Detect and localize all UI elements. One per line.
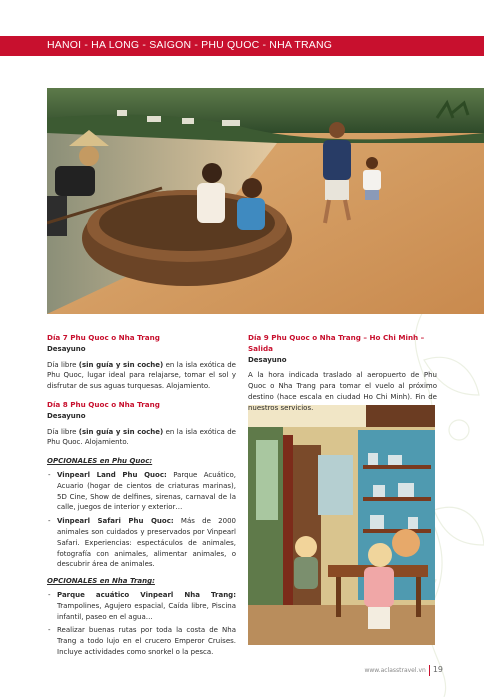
beach-family-photo — [47, 88, 484, 314]
day9-meal: Desayuno — [248, 355, 287, 364]
optional-phu-quoc-heading: OPCIONALES en Phu Quoc: — [47, 457, 153, 466]
page-footer — [364, 665, 443, 676]
day7-description: Día libre (sin guía y sin coche) en la isla exótica de Phu Quoc, lugar ideal para relajarse, tomar el sol y disfrutar de sus aguas turquesas. Alojamiento. — [47, 360, 236, 391]
footer-website: www.aclasstravel.vn — [364, 667, 426, 674]
page-number: 19 — [432, 665, 443, 674]
day8-description: Día libre (sin guía y sin coche) en la isla exótica de Phu Quoc. Alojamiento. — [47, 427, 236, 447]
optional-nha-trang-heading: OPCIONALES en Nha Trang: — [47, 577, 155, 586]
day8-meal: Desayuno — [47, 411, 86, 420]
route-banner — [0, 36, 484, 56]
left-column — [47, 333, 236, 664]
footer-separator — [429, 665, 430, 676]
day8-title: Día 8 Phu Quoc o Nha Trang — [47, 399, 160, 409]
list-item: - Realizar buenas rutas por toda la costa de Nha Trang a todo lujo en el crucero Emperor Cruises. Incluye actividades como snorkel o la pesca. — [57, 625, 236, 657]
optional-phu-quoc-list — [47, 470, 236, 570]
day9-description: A la hora indicada traslado al aeropuerto de Phu Quoc o Nha Trang para tomar el vuelo al próximo destino (hace escala en ciudad Ho Chi Minh). Fin de nuestros servicios. — [248, 371, 437, 412]
top-margin — [0, 0, 484, 34]
list-item: - Vinpearl Safari Phu Quoc: Más de 2000 animales son cuidados y preservados por Vinpearl Safari. Experiencias: espectáculos de animales, fotografía con animales, alimentar animales, o descubrir área de animales. — [57, 516, 236, 570]
day7-title: Día 7 Phu Quoc o Nha Trang — [47, 333, 160, 342]
day9-title: Día 9 Phu Quoc o Nha Trang – Ho Chi Minh – Salida — [248, 333, 425, 353]
kids-room-photo — [248, 405, 435, 645]
optional-nha-trang-list — [47, 590, 236, 658]
day7-meal: Desayuno — [47, 344, 86, 353]
list-item: - Parque acuático Vinpearl Nha Trang: Trampolines, Agujero espacial, Caída libre, Piscina infantil, paseo en el agua… — [57, 590, 236, 622]
list-item: - Vinpearl Land Phu Quoc: Parque Acuático, Acuario (hogar de cientos de criaturas marinas), 5D Cine, Show de delfines, sirenas, carnaval de la calle, juegos de interior y exterior… — [57, 470, 236, 513]
route-banner-text: HANOI - HA LONG - SAIGON - PHU QUOC - NHA TRANG — [47, 39, 333, 51]
right-column — [248, 333, 437, 422]
